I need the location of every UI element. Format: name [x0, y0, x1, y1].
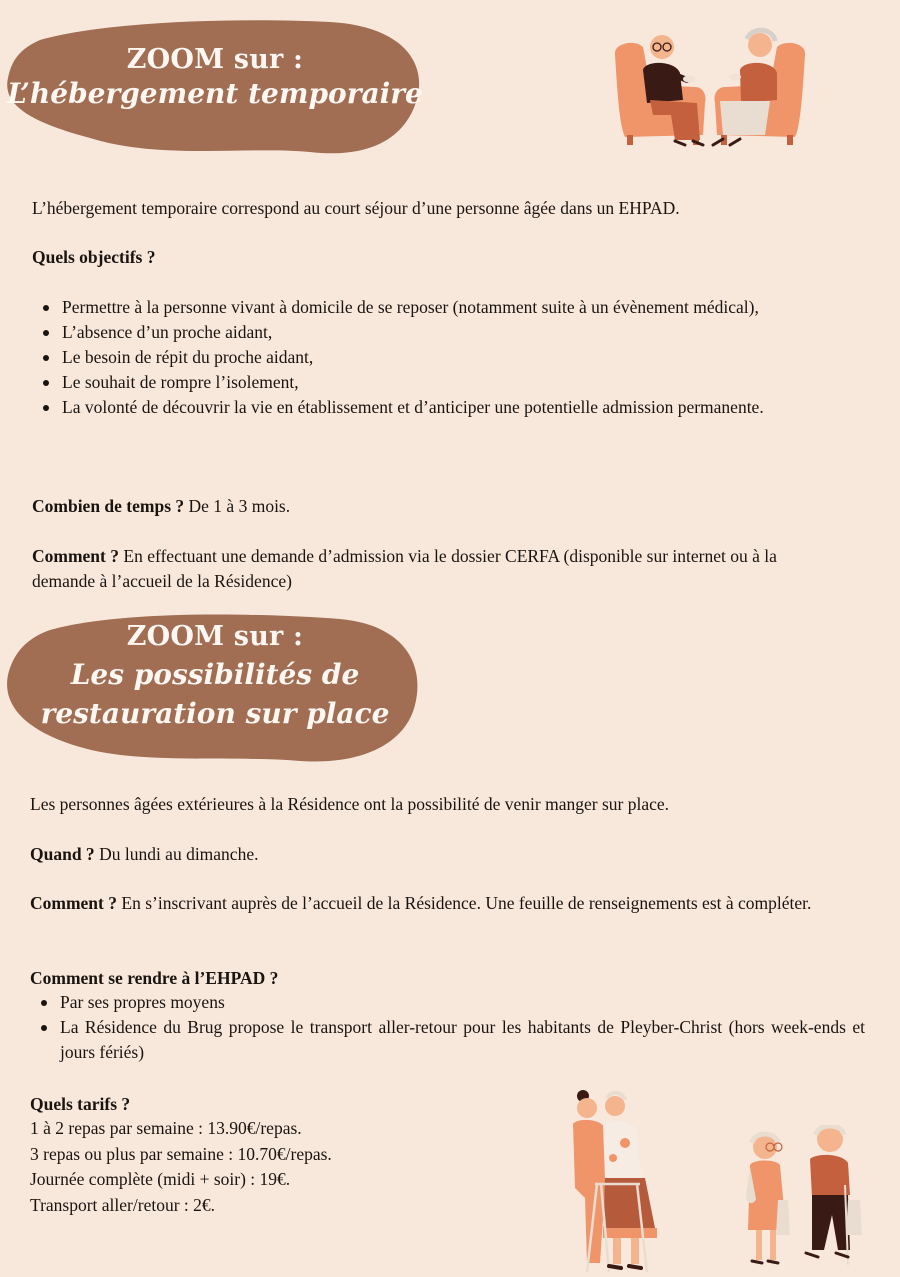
duration-label: Combien de temps ?	[32, 496, 185, 516]
list-item: Le souhait de rompre l’isolement,	[32, 370, 827, 395]
section2-heading-blob	[0, 605, 430, 775]
elderly-couple-armchairs-illustration	[605, 25, 815, 150]
when-value: Du lundi au dimanche.	[94, 844, 259, 864]
price-item: Transport aller/retour : 2€.	[30, 1194, 216, 1215]
section2-intro: Les personnes âgées extérieures à la Résidence ont la possibilité de venir manger sur place.	[30, 794, 669, 814]
objectives-heading: Quels objectifs ?	[32, 247, 156, 267]
transport-label-line	[30, 966, 278, 991]
objectives-list	[32, 295, 827, 420]
price-item: 3 repas ou plus par semaine : 10.70€/repas.	[30, 1143, 332, 1164]
section1-heading-blob	[0, 10, 430, 170]
when-line	[30, 842, 258, 867]
how-line	[32, 544, 832, 594]
section2-heading	[0, 621, 430, 730]
elderly-couple-walking-illustration	[740, 1125, 865, 1265]
duration-line	[32, 494, 290, 519]
list-item: La Résidence du Brug propose le transport aller-retour pour les habitants de Pleyber-Christ (hors week-ends et jours fériés)	[30, 1015, 865, 1065]
price-item: 1 à 2 repas par semaine : 13.90€/repas.	[30, 1118, 302, 1138]
caregiver-walker-illustration	[565, 1088, 675, 1272]
registration-value: En s’inscrivant auprès de l’accueil de la Résidence. Une feuille de renseignements est à compléter.	[117, 893, 812, 913]
section1-heading	[0, 44, 430, 110]
objectives-label	[32, 245, 155, 270]
heading-title-line2: restauration sur place	[40, 697, 390, 730]
registration-line	[30, 891, 865, 916]
price-item: Journée complète (midi + soir) : 19€.	[30, 1169, 291, 1189]
list-item: Le besoin de répit du proche aidant,	[32, 345, 827, 370]
how-value: En effectuant une demande d’admission via le dossier CERFA (disponible sur internet ou à la demande à l’accueil de la Résidence)	[32, 546, 777, 591]
prices-label: Quels tarifs ?	[30, 1094, 131, 1114]
transport-options-list	[30, 990, 865, 1065]
heading-title-line1: Les possibilités de	[70, 658, 360, 691]
how-label: Comment ?	[32, 546, 119, 566]
prices-list	[30, 1116, 332, 1218]
heading-title: L’hébergement temporaire	[7, 77, 423, 110]
list-item: Permettre à la personne vivant à domicile de se reposer (notamment suite à un évènement médical),	[32, 295, 827, 320]
heading-prefix: ZOOM sur :	[126, 621, 304, 652]
list-item: Par ses propres moyens	[30, 990, 865, 1015]
when-label: Quand ?	[30, 844, 95, 864]
duration-value: De 1 à 3 mois.	[184, 496, 291, 516]
heading-prefix: ZOOM sur :	[126, 44, 304, 75]
section1-intro: L’hébergement temporaire correspond au court séjour d’une personne âgée dans un EHPAD.	[32, 198, 680, 218]
registration-label: Comment ?	[30, 893, 117, 913]
prices-label-line	[30, 1092, 130, 1117]
list-item: L’absence d’un proche aidant,	[32, 320, 827, 345]
transport-label: Comment se rendre à l’EHPAD ?	[30, 968, 279, 988]
list-item: La volonté de découvrir la vie en établissement et d’anticiper une potentielle admission permanente.	[32, 395, 827, 420]
